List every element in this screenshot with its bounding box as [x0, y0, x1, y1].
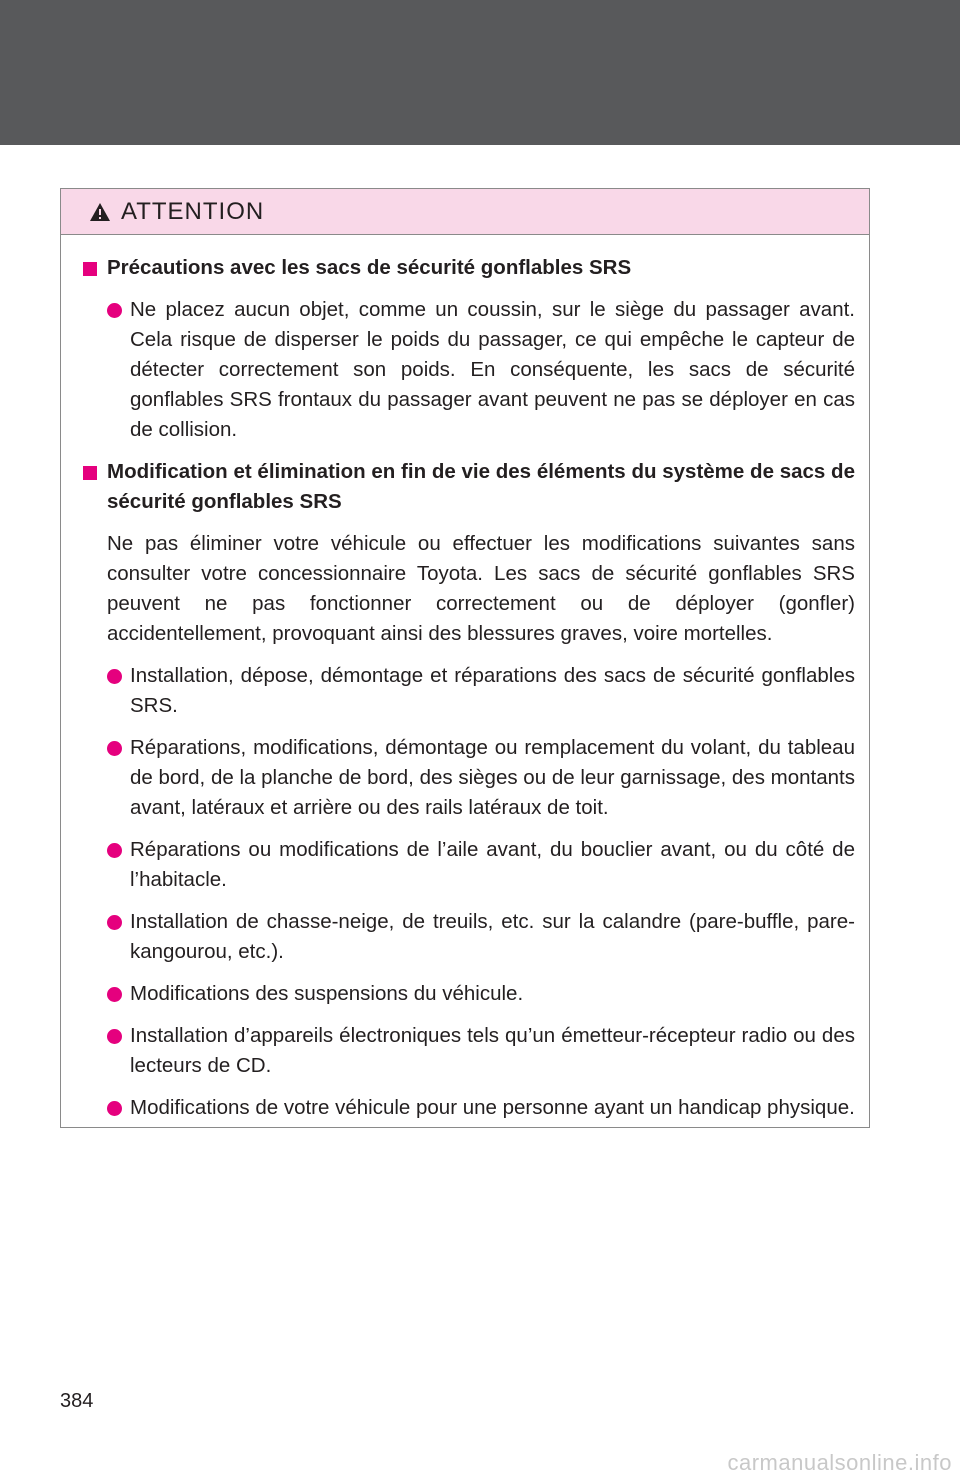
- list-item: [83, 733, 855, 823]
- section-heading: [83, 253, 855, 283]
- attention-title: ATTENTION: [121, 197, 265, 225]
- circle-bullet-icon: [107, 987, 122, 1002]
- section-heading-text: Précautions avec les sacs de sécurité gonflables SRS: [107, 256, 632, 279]
- warning-triangle-icon: [89, 202, 111, 222]
- list-item-text: Réparations ou modifications de l’aile avant, du bouclier avant, ou du côté de l’habitacle.: [130, 838, 855, 891]
- list-item-text: Modifications des suspensions du véhicule.: [130, 982, 524, 1005]
- attention-box: [60, 188, 870, 1128]
- square-bullet-icon: [83, 262, 97, 276]
- list-item: [83, 295, 855, 445]
- list-item: [83, 1093, 855, 1123]
- circle-bullet-icon: [107, 843, 122, 858]
- circle-bullet-icon: [107, 915, 122, 930]
- list-item: [83, 979, 855, 1009]
- list-item-text: Modifications de votre véhicule pour une personne ayant un handicap physique.: [130, 1096, 855, 1119]
- watermark: carmanualsonline.info: [727, 1450, 952, 1475]
- page-header-band: [0, 0, 960, 145]
- section-modification: [83, 457, 855, 1123]
- list-item: [83, 661, 855, 721]
- list-item: [83, 835, 855, 895]
- section-heading-text: Modification et élimination en fin de vie des éléments du système de sacs de sécurité gonflables SRS: [107, 460, 855, 513]
- attention-body: [61, 235, 869, 1123]
- section-paragraph: Ne pas éliminer votre véhicule ou effectuer les modifications suivantes sans consulter votre concessionnaire Toyota. Les sacs de sécurité gonflables SRS peuvent ne pas fonctionner correctement ou de déployer (gonfler) accidentellement, provoquant ainsi des blessures graves, voire mortelles.: [107, 532, 855, 645]
- list-item-text: Ne placez aucun objet, comme un coussin, sur le siège du passager avant. Cela risque de disperser le poids du passager, ce qui empêche le capteur de détecter correctement son poids. En conséquente, les sacs de sécurité gonflables SRS frontaux du passager avant peuvent ne pas se déployer en cas de collision.: [130, 298, 855, 441]
- list-item-text: Installation, dépose, démontage et réparations des sacs de sécurité gonflables SRS.: [130, 664, 855, 717]
- circle-bullet-icon: [107, 669, 122, 684]
- circle-bullet-icon: [107, 1029, 122, 1044]
- list-item-text: Installation d’appareils électroniques tels qu’un émetteur-récepteur radio ou des lecteurs de CD.: [130, 1024, 855, 1077]
- list-item: [83, 1021, 855, 1081]
- section-precautions: [83, 253, 855, 445]
- list-item-text: Réparations, modifications, démontage ou remplacement du volant, du tableau de bord, de la planche de bord, des sièges ou de leur garnissage, des montants avant, latéraux et arrière ou des rails latéraux de toit.: [130, 736, 855, 819]
- circle-bullet-icon: [107, 1101, 122, 1116]
- section-heading: [83, 457, 855, 517]
- circle-bullet-icon: [107, 741, 122, 756]
- attention-header: [61, 189, 869, 235]
- square-bullet-icon: [83, 466, 97, 480]
- page-number: 384: [60, 1390, 94, 1412]
- circle-bullet-icon: [107, 303, 122, 318]
- list-item: [83, 907, 855, 967]
- list-item-text: Installation de chasse-neige, de treuils, etc. sur la calandre (pare-buffle, pare-kangourou, etc.).: [130, 910, 855, 963]
